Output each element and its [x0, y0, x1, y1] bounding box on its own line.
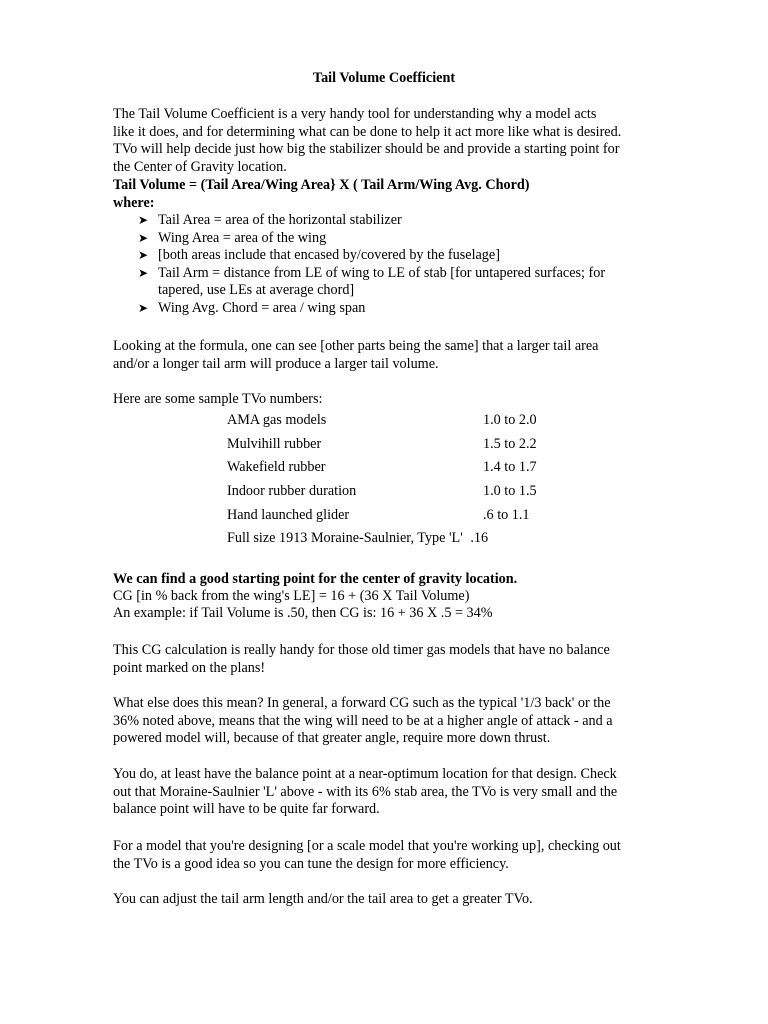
text-line: Wing Area = area of the wing — [158, 229, 327, 246]
tvo-range: .6 to 1.1 — [483, 506, 530, 523]
model-name: AMA gas models — [227, 412, 327, 428]
text-line: For a model that you're designing [or a scale model that you're working up], checking out — [113, 838, 621, 854]
model-name: Indoor rubber duration — [227, 483, 357, 500]
list-item — [138, 230, 678, 248]
arrow-bullet-icon: ➤ — [138, 300, 149, 315]
tvo-range: 1.5 to 2.2 — [483, 435, 537, 452]
formula-explanation-paragraph — [113, 338, 673, 373]
model-name: Mulvihill rubber — [227, 435, 322, 452]
cg-formula: CG [in % back from the wing's LE] = 16 + (36 X Tail Volume) — [113, 588, 470, 604]
arrow-bullet-icon: ➤ — [138, 213, 149, 227]
text-line: like it does, and for determining what can be done to help it act more like what is desired. — [113, 123, 622, 140]
text-line: This CG calculation is really handy for those old timer gas models that have no balance — [113, 642, 610, 658]
table-row — [227, 412, 627, 436]
intro-paragraph — [113, 106, 673, 176]
arrow-bullet-icon: ➤ — [138, 248, 149, 263]
cg-example: An example: if Tail Volume is .50, then CG is: 16 + 36 X .5 = 34% — [113, 605, 493, 621]
arrow-bullet-icon: ➤ — [138, 230, 149, 245]
text-line: Tail Arm = distance from LE of wing to LE of stab [for untapered surfaces; for — [158, 264, 606, 281]
list-item — [138, 265, 678, 300]
text-line: You do, at least have the balance point at a near-optimum location for that design. Check — [113, 766, 617, 782]
text-line: out that Moraine-Saulnier 'L' above - with its 6% stab area, the TVo is very small and the — [113, 783, 618, 800]
text-line: point marked on the plans! — [113, 659, 266, 676]
text-line: and/or a longer tail arm will produce a larger tail volume. — [113, 355, 439, 372]
model-name: Wakefield rubber — [227, 459, 326, 476]
text-line: balance point will have to be quite far forward. — [113, 801, 380, 818]
cg-handy-paragraph — [113, 642, 673, 677]
list-item — [138, 247, 678, 265]
text-line: the Center of Gravity location. — [113, 158, 287, 175]
samples-intro: Here are some sample TVo numbers: — [113, 391, 323, 407]
table-row — [227, 459, 627, 483]
text-line: tapered, use LEs at average chord] — [158, 282, 355, 299]
balance-point-paragraph — [113, 766, 673, 819]
adjust-paragraph: You can adjust the tail arm length and/or the tail area to get a greater TVo. — [113, 891, 533, 907]
model-name: Hand launched glider — [227, 506, 350, 523]
text-line: powered model will, because of that greater angle, require more down thrust. — [113, 730, 551, 747]
text-line: [both areas include that encased by/covered by the fuselage] — [158, 247, 500, 264]
text-line: TVo will help decide just how big the stabilizer should be and provide a starting point for — [113, 141, 620, 158]
tvo-range: .16 — [470, 530, 489, 547]
text-line: Wing Avg. Chord = area / wing span — [158, 299, 366, 316]
text-line: What else does this mean? In general, a forward CG such as the typical '1/3 back' or the — [113, 695, 611, 711]
table-row — [227, 483, 627, 507]
text-line: Tail Area = area of the horizontal stabilizer — [158, 212, 402, 228]
list-item — [138, 300, 678, 318]
tail-volume-formula: Tail Volume = (Tail Area/Wing Area} X ( Tail Arm/Wing Avg. Chord) — [113, 177, 530, 193]
where-label: where: — [113, 195, 155, 211]
text-line: 36% noted above, means that the wing will need to be at a higher angle of attack - and a — [113, 712, 613, 729]
text-line: The Tail Volume Coefficient is a very handy tool for understanding why a model acts — [113, 106, 597, 122]
forward-cg-paragraph — [113, 695, 673, 748]
tvo-range: 1.0 to 2.0 — [483, 412, 537, 428]
table-row — [227, 436, 627, 460]
table-row — [227, 507, 627, 531]
model-name: Full size 1913 Moraine-Saulnier, Type 'L' — [227, 530, 463, 547]
tvo-range: 1.0 to 1.5 — [483, 483, 537, 500]
table-row — [227, 530, 627, 554]
tvo-range: 1.4 to 1.7 — [483, 459, 537, 476]
arrow-bullet-icon: ➤ — [138, 265, 149, 280]
list-item — [138, 212, 678, 230]
text-line: the TVo is a good idea so you can tune the design for more efficiency. — [113, 855, 509, 872]
text-line: Looking at the formula, one can see [other parts being the same] that a larger tail area — [113, 338, 599, 354]
definition-list — [138, 212, 678, 318]
tvo-sample-table — [227, 412, 627, 554]
page-title: Tail Volume Coefficient — [312, 70, 456, 86]
cg-heading: We can find a good starting point for the center of gravity location. — [113, 571, 518, 587]
designing-paragraph — [113, 838, 673, 873]
